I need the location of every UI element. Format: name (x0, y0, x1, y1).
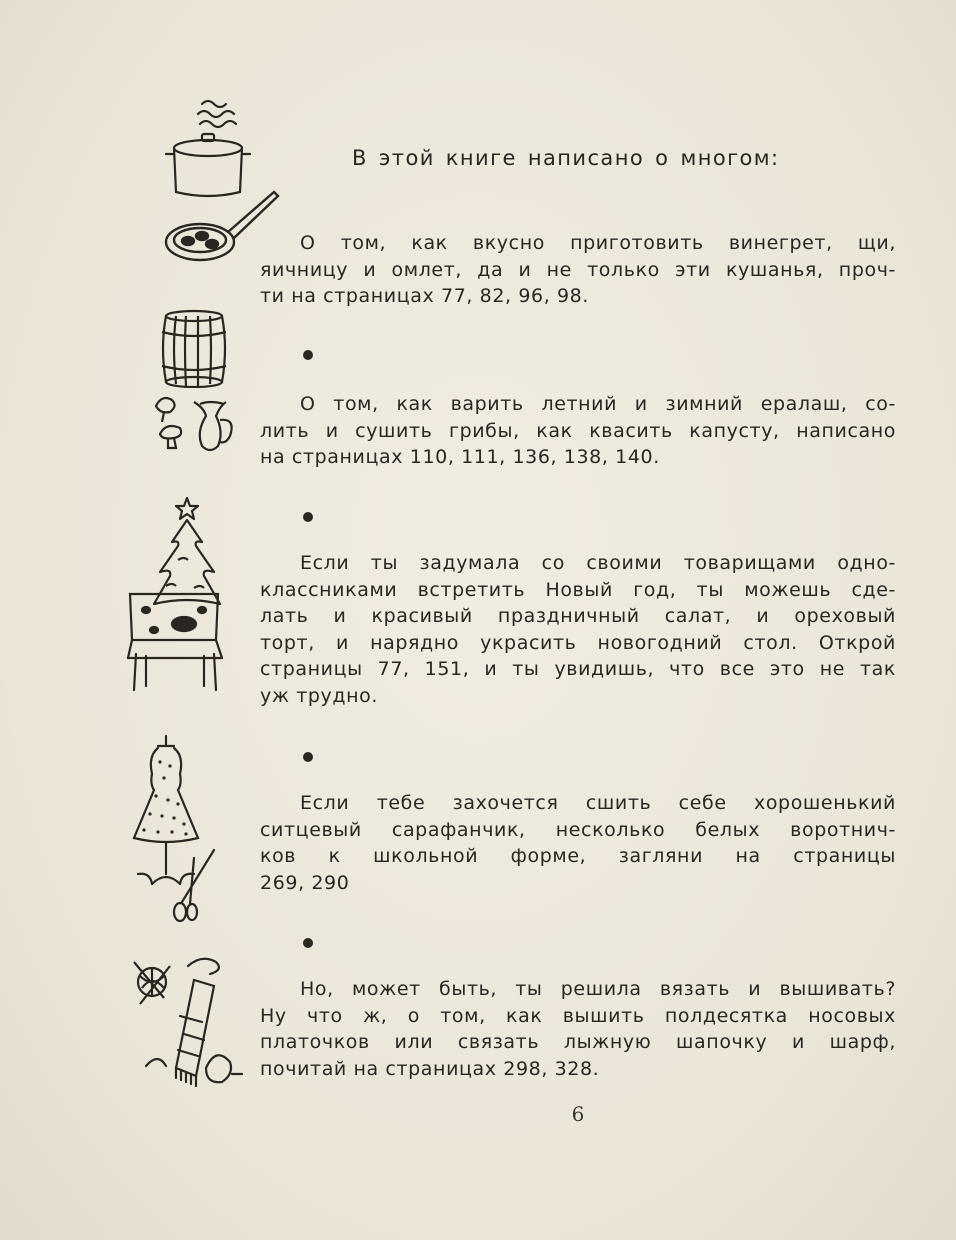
paragraph-line: ситцевый сарафанчик, несколько белых воротнич- (260, 818, 896, 841)
paragraph-line: Но, может быть, ты решила вязать и вышивать? (300, 978, 896, 1000)
paragraph-line: яичницу и омлет, да и не только эти кушанья, проч- (260, 258, 896, 281)
barrel-icon (158, 308, 230, 388)
bullet-separator (303, 938, 313, 948)
festive-table-icon (126, 582, 226, 694)
paragraph-line: лать и красивый праздничный салат, и ореховый (260, 605, 896, 628)
bullet-separator (303, 752, 313, 762)
paragraph-preserving (260, 391, 896, 471)
paragraph-new-year (260, 550, 896, 710)
paragraph-line: ков к школьной форме, загляни на страницы (260, 845, 896, 868)
page-number: 6 (571, 1102, 585, 1126)
paragraph-sewing (260, 790, 896, 896)
knitted-scarf-icon (136, 956, 246, 1090)
paragraph-line: Ну что ж, о том, как вышить полдесятка носовых (260, 1004, 896, 1027)
paragraph-line: Если тебе захочется сшить себе хорошенький (300, 792, 896, 814)
scissors-icon (164, 846, 224, 926)
paragraph-line: почитай на страницах 298, 328. (260, 1057, 600, 1080)
paragraph-line: Если ты задумала со своими товарищами одно- (300, 552, 896, 574)
paragraph-line: О том, как варить летний и зимний ералаш, со- (300, 393, 896, 415)
paragraph-line: классниками встретить Новый год, ты можешь сде- (260, 578, 896, 601)
paragraph-line: уж трудно. (260, 684, 378, 707)
page-heading: В этой книге написано о многом: (352, 146, 780, 170)
paragraph-line: 269, 290 (260, 871, 350, 894)
paragraph-line: лить и сушить грибы, как квасить капусту, написано (260, 419, 896, 442)
mushrooms-icon (150, 392, 194, 452)
jug-icon (190, 396, 240, 456)
paragraph-line: ти на страницах 77, 82, 96, 98. (260, 285, 589, 308)
paragraph-cooking (260, 230, 896, 310)
bullet-separator (303, 512, 313, 522)
paragraph-line: О том, как вкусно приготовить винегрет, щи, (300, 232, 896, 254)
bullet-separator (303, 350, 313, 360)
paragraph-line: платочков или связать лыжную шапочку и шарф, (260, 1031, 896, 1054)
paragraph-line: торт, и нарядно украсить новогодний стол. Открой (260, 631, 896, 654)
paragraph-knitting (260, 976, 896, 1082)
paragraph-line: страницы 77, 151, и ты увидишь, что все это не так (260, 658, 896, 681)
paragraph-line: на страницах 110, 111, 136, 138, 140. (260, 446, 660, 469)
